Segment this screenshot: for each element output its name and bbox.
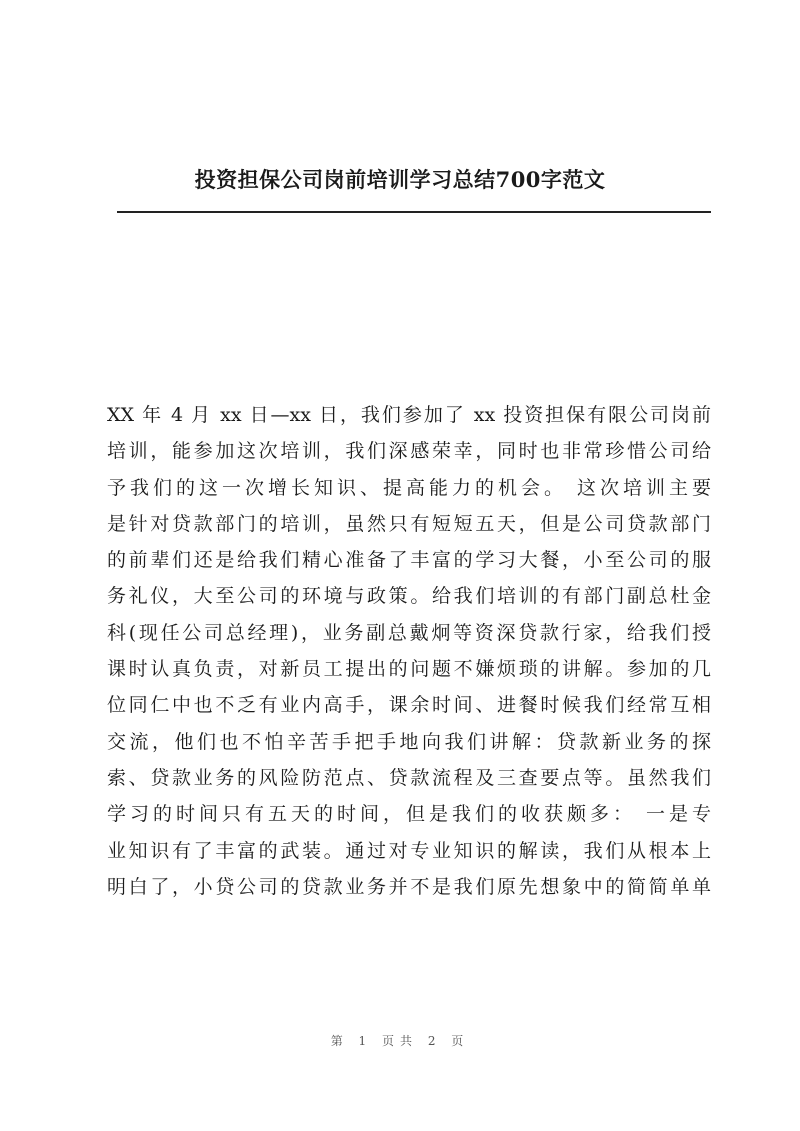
title-underline-rule <box>117 211 711 213</box>
body-line: 科(现任公司总经理)，业务副总戴炯等资深贷款行家，给我们授 <box>107 621 711 644</box>
body-line: XX 年 4 月 xx 日—xx 日，我们参加了 xx 投资担保有限公司岗前 <box>107 404 711 426</box>
document-body <box>107 397 711 905</box>
body-line: 予我们的这一次增长知识、提高能力的机会。 这次培训主要 <box>107 476 711 499</box>
body-line: 索、贷款业务的风险防范点、贷款流程及三查要点等。虽然我们 <box>107 766 711 789</box>
body-line: 位同仁中也不乏有业内高手，课余时间、进餐时候我们经常互相 <box>107 694 711 717</box>
body-line: 培训，能参加这次培训，我们深感荣幸，同时也非常珍惜公司给 <box>107 440 711 463</box>
body-line: 交流，他们也不怕辛苦手把手地向我们讲解：贷款新业务的探 <box>107 730 711 753</box>
body-line: 务礼仪，大至公司的环境与政策。给我们培训的有部门副总杜金 <box>107 585 711 608</box>
document-title: 投资担保公司岗前培训学习总结700字范文 <box>194 167 606 192</box>
body-line: 的前辈们还是给我们精心准备了丰富的学习大餐，小至公司的服 <box>107 549 711 572</box>
body-line: 明白了，小贷公司的贷款业务并不是我们原先想象中的简简单单 <box>107 875 711 898</box>
body-line: 学习的时间只有五天的时间，但是我们的收获颇多： 一是专 <box>107 803 711 826</box>
body-line: 课时认真负责，对新员工提出的问题不嫌烦琐的讲解。参加的几 <box>107 658 711 681</box>
body-line: 业知识有了丰富的武装。通过对专业知识的解读，我们从根本上 <box>107 839 711 862</box>
page-number-footer: 第 1 页共 2 页 <box>330 1034 470 1048</box>
body-line: 是针对贷款部门的培训，虽然只有短短五天，但是公司贷款部门 <box>107 512 711 535</box>
